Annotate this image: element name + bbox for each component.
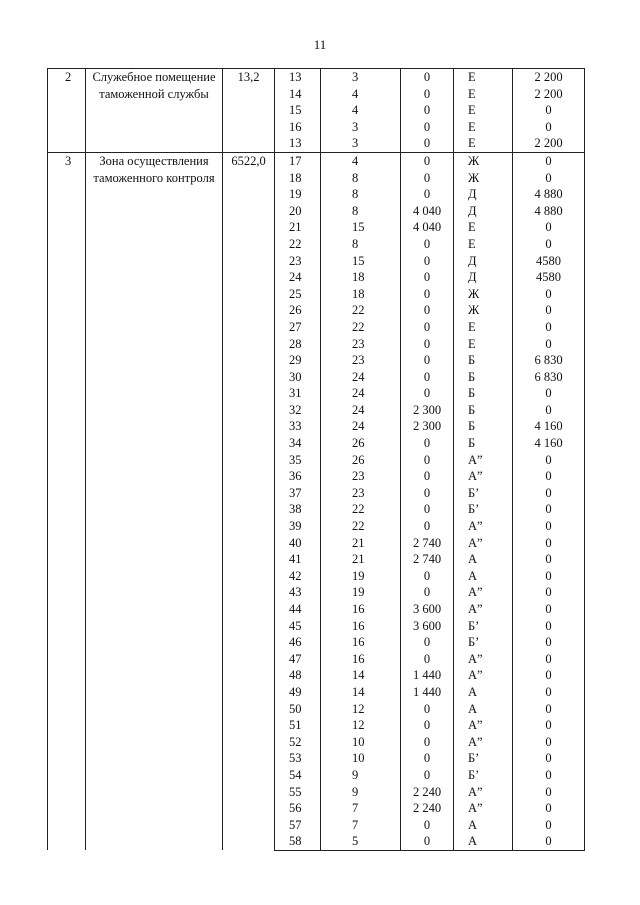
point-number: 36: [275, 468, 321, 485]
point-number: 17: [275, 152, 321, 169]
point-number: 55: [275, 784, 321, 801]
value-a: 8: [321, 186, 401, 203]
category: А: [454, 684, 513, 701]
section-area: 13,2: [223, 69, 275, 153]
category: А”: [454, 518, 513, 535]
value-a: 22: [321, 302, 401, 319]
value-d: 6 830: [513, 369, 585, 386]
value-b: 0: [401, 750, 454, 767]
value-b: 0: [401, 102, 454, 119]
value-d: 0: [513, 833, 585, 850]
category: А”: [454, 535, 513, 552]
value-b: 0: [401, 302, 454, 319]
value-b: 2 300: [401, 418, 454, 435]
value-b: 0: [401, 253, 454, 270]
point-number: 53: [275, 750, 321, 767]
point-number: 15: [275, 102, 321, 119]
value-b: 4 040: [401, 203, 454, 220]
value-d: 0: [513, 667, 585, 684]
point-number: 44: [275, 601, 321, 618]
value-b: 0: [401, 286, 454, 303]
value-d: 6 830: [513, 352, 585, 369]
point-number: 21: [275, 219, 321, 236]
category: Е: [454, 69, 513, 86]
value-a: 19: [321, 584, 401, 601]
point-number: 56: [275, 800, 321, 817]
value-d: 0: [513, 336, 585, 353]
value-b: 0: [401, 435, 454, 452]
point-number: 37: [275, 485, 321, 502]
value-d: 0: [513, 634, 585, 651]
value-a: 24: [321, 418, 401, 435]
value-b: 0: [401, 452, 454, 469]
value-a: 24: [321, 369, 401, 386]
value-a: 5: [321, 833, 401, 850]
section-name: Зона осуществления таможенного контроля: [86, 152, 223, 850]
point-number: 26: [275, 302, 321, 319]
value-d: 4580: [513, 253, 585, 270]
value-d: 0: [513, 551, 585, 568]
value-d: 0: [513, 601, 585, 618]
point-number: 13: [275, 69, 321, 86]
category: А”: [454, 667, 513, 684]
category: А: [454, 817, 513, 834]
value-a: 10: [321, 750, 401, 767]
category: Б’: [454, 501, 513, 518]
category: А”: [454, 651, 513, 668]
category: А”: [454, 468, 513, 485]
value-a: 22: [321, 501, 401, 518]
point-number: 43: [275, 584, 321, 601]
point-number: 19: [275, 186, 321, 203]
point-number: 24: [275, 269, 321, 286]
value-b: 0: [401, 634, 454, 651]
value-a: 9: [321, 784, 401, 801]
value-a: 3: [321, 69, 401, 86]
point-number: 31: [275, 385, 321, 402]
point-number: 51: [275, 717, 321, 734]
point-number: 35: [275, 452, 321, 469]
value-a: 12: [321, 717, 401, 734]
value-b: 3 600: [401, 618, 454, 635]
value-a: 23: [321, 485, 401, 502]
value-a: 16: [321, 651, 401, 668]
value-b: 1 440: [401, 667, 454, 684]
value-b: 0: [401, 651, 454, 668]
customs-zone-table: [47, 68, 585, 851]
point-number: 49: [275, 684, 321, 701]
point-number: 16: [275, 119, 321, 136]
value-a: 19: [321, 568, 401, 585]
value-a: 10: [321, 734, 401, 751]
value-d: 0: [513, 219, 585, 236]
value-d: 0: [513, 236, 585, 253]
value-d: 0: [513, 302, 585, 319]
value-b: 2 240: [401, 800, 454, 817]
value-a: 12: [321, 701, 401, 718]
value-d: 4 880: [513, 186, 585, 203]
value-a: 3: [321, 135, 401, 152]
value-a: 16: [321, 634, 401, 651]
section-area: 6522,0: [223, 152, 275, 850]
value-b: 0: [401, 518, 454, 535]
table-row: [48, 69, 585, 86]
value-a: 21: [321, 535, 401, 552]
value-b: 0: [401, 485, 454, 502]
value-b: 2 740: [401, 535, 454, 552]
value-d: 2 200: [513, 135, 585, 152]
category: Д: [454, 253, 513, 270]
point-number: 58: [275, 833, 321, 850]
category: Ж: [454, 286, 513, 303]
value-d: 0: [513, 817, 585, 834]
category: Е: [454, 319, 513, 336]
category: Б: [454, 369, 513, 386]
category: А”: [454, 584, 513, 601]
value-d: 0: [513, 119, 585, 136]
value-d: 0: [513, 767, 585, 784]
value-b: 0: [401, 369, 454, 386]
point-number: 18: [275, 170, 321, 187]
category: Е: [454, 102, 513, 119]
value-b: 0: [401, 119, 454, 136]
value-b: 0: [401, 86, 454, 103]
value-b: 0: [401, 336, 454, 353]
point-number: 28: [275, 336, 321, 353]
value-a: 15: [321, 219, 401, 236]
value-d: 0: [513, 568, 585, 585]
value-a: 23: [321, 468, 401, 485]
category: Д: [454, 186, 513, 203]
value-b: 0: [401, 833, 454, 850]
value-a: 24: [321, 385, 401, 402]
value-b: 0: [401, 269, 454, 286]
value-b: 0: [401, 385, 454, 402]
point-number: 52: [275, 734, 321, 751]
value-a: 21: [321, 551, 401, 568]
value-b: 0: [401, 135, 454, 152]
page-number: 11: [313, 37, 327, 52]
category: Е: [454, 135, 513, 152]
category: А”: [454, 800, 513, 817]
value-b: 0: [401, 501, 454, 518]
value-d: 4 160: [513, 418, 585, 435]
value-d: 0: [513, 800, 585, 817]
category: Ж: [454, 302, 513, 319]
value-d: 0: [513, 385, 585, 402]
section-index: 3: [48, 152, 86, 850]
category: Д: [454, 269, 513, 286]
point-number: 46: [275, 634, 321, 651]
value-a: 16: [321, 601, 401, 618]
value-d: 0: [513, 402, 585, 419]
value-d: 0: [513, 734, 585, 751]
value-d: 0: [513, 170, 585, 187]
point-number: 14: [275, 86, 321, 103]
category: Б: [454, 435, 513, 452]
value-b: 0: [401, 717, 454, 734]
category: А”: [454, 452, 513, 469]
value-a: 26: [321, 452, 401, 469]
value-d: 0: [513, 618, 585, 635]
category: Б’: [454, 767, 513, 784]
value-a: 3: [321, 119, 401, 136]
value-d: 0: [513, 651, 585, 668]
value-b: 0: [401, 767, 454, 784]
value-b: 0: [401, 236, 454, 253]
value-b: 0: [401, 152, 454, 169]
point-number: 32: [275, 402, 321, 419]
category: А: [454, 833, 513, 850]
category: Б’: [454, 750, 513, 767]
category: А: [454, 551, 513, 568]
value-b: 0: [401, 568, 454, 585]
category: Б’: [454, 634, 513, 651]
value-d: 2 200: [513, 69, 585, 86]
value-a: 22: [321, 518, 401, 535]
value-b: 0: [401, 352, 454, 369]
point-number: 48: [275, 667, 321, 684]
category: Б: [454, 402, 513, 419]
category: Е: [454, 336, 513, 353]
value-b: 2 240: [401, 784, 454, 801]
value-d: 0: [513, 784, 585, 801]
value-d: 0: [513, 717, 585, 734]
value-b: 0: [401, 170, 454, 187]
value-b: 0: [401, 734, 454, 751]
point-number: 47: [275, 651, 321, 668]
value-a: 9: [321, 767, 401, 784]
value-b: 2 300: [401, 402, 454, 419]
category: А”: [454, 601, 513, 618]
category: Ж: [454, 152, 513, 169]
category: Д: [454, 203, 513, 220]
point-number: 27: [275, 319, 321, 336]
point-number: 23: [275, 253, 321, 270]
point-number: 29: [275, 352, 321, 369]
value-d: 0: [513, 286, 585, 303]
point-number: 57: [275, 817, 321, 834]
category: Б: [454, 418, 513, 435]
category: Б: [454, 385, 513, 402]
value-d: 0: [513, 102, 585, 119]
category: А”: [454, 717, 513, 734]
point-number: 41: [275, 551, 321, 568]
category: А: [454, 568, 513, 585]
value-b: 4 040: [401, 219, 454, 236]
point-number: 50: [275, 701, 321, 718]
point-number: 34: [275, 435, 321, 452]
value-a: 14: [321, 684, 401, 701]
value-d: 0: [513, 750, 585, 767]
value-b: 0: [401, 817, 454, 834]
point-number: 13: [275, 135, 321, 152]
point-number: 22: [275, 236, 321, 253]
value-d: 0: [513, 684, 585, 701]
value-b: 1 440: [401, 684, 454, 701]
value-d: 0: [513, 501, 585, 518]
value-b: 0: [401, 701, 454, 718]
value-a: 4: [321, 102, 401, 119]
value-d: 0: [513, 584, 585, 601]
value-a: 23: [321, 336, 401, 353]
section-name: Служебное помещение таможенной службы: [86, 69, 223, 153]
value-d: 2 200: [513, 86, 585, 103]
category: А”: [454, 784, 513, 801]
category: Ж: [454, 170, 513, 187]
value-a: 23: [321, 352, 401, 369]
category: А”: [454, 734, 513, 751]
value-a: 18: [321, 286, 401, 303]
category: Б’: [454, 485, 513, 502]
value-a: 16: [321, 618, 401, 635]
value-b: 2 740: [401, 551, 454, 568]
value-d: 0: [513, 319, 585, 336]
point-number: 45: [275, 618, 321, 635]
section-index: 2: [48, 69, 86, 153]
value-a: 24: [321, 402, 401, 419]
value-b: 0: [401, 468, 454, 485]
value-d: 0: [513, 535, 585, 552]
value-d: 0: [513, 701, 585, 718]
value-a: 8: [321, 170, 401, 187]
category: Е: [454, 119, 513, 136]
table-row: [48, 152, 585, 169]
value-d: 0: [513, 518, 585, 535]
value-b: 0: [401, 319, 454, 336]
point-number: 38: [275, 501, 321, 518]
category: Е: [454, 86, 513, 103]
point-number: 33: [275, 418, 321, 435]
category: Е: [454, 236, 513, 253]
value-d: 4580: [513, 269, 585, 286]
category: Б’: [454, 618, 513, 635]
value-a: 18: [321, 269, 401, 286]
value-d: 4 880: [513, 203, 585, 220]
value-b: 0: [401, 186, 454, 203]
value-a: 22: [321, 319, 401, 336]
value-a: 8: [321, 236, 401, 253]
value-b: 3 600: [401, 601, 454, 618]
point-number: 20: [275, 203, 321, 220]
point-number: 54: [275, 767, 321, 784]
value-d: 4 160: [513, 435, 585, 452]
value-a: 26: [321, 435, 401, 452]
category: Б: [454, 352, 513, 369]
point-number: 30: [275, 369, 321, 386]
value-b: 0: [401, 584, 454, 601]
point-number: 42: [275, 568, 321, 585]
category: Е: [454, 219, 513, 236]
value-a: 7: [321, 800, 401, 817]
point-number: 39: [275, 518, 321, 535]
value-a: 8: [321, 203, 401, 220]
value-a: 14: [321, 667, 401, 684]
value-d: 0: [513, 468, 585, 485]
point-number: 25: [275, 286, 321, 303]
value-a: 4: [321, 86, 401, 103]
value-a: 4: [321, 152, 401, 169]
value-d: 0: [513, 485, 585, 502]
value-d: 0: [513, 452, 585, 469]
point-number: 40: [275, 535, 321, 552]
value-d: 0: [513, 152, 585, 169]
value-b: 0: [401, 69, 454, 86]
value-a: 15: [321, 253, 401, 270]
category: А: [454, 701, 513, 718]
value-a: 7: [321, 817, 401, 834]
